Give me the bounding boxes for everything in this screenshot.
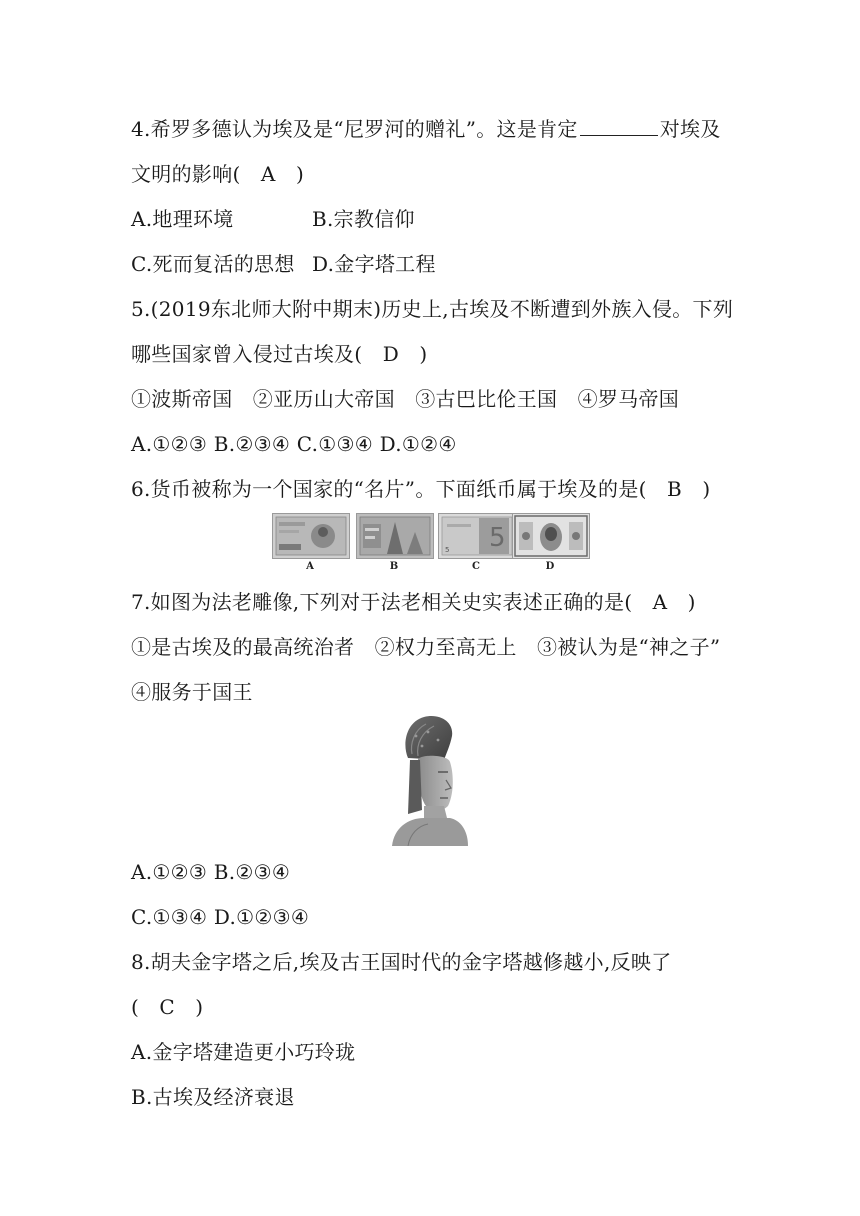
q7-line1: 7.如图为法老雕像,下列对于法老相关史实表述正确的是( A )	[131, 590, 696, 614]
q5-line1: 5.(2019东北师大附中期末)历史上,古埃及不断遭到外族入侵。下列	[131, 297, 734, 321]
banknote-label-c: C	[472, 561, 480, 572]
q8-line1: 8.胡夫金字塔之后,埃及古王国时代的金字塔越修越小,反映了	[131, 950, 672, 974]
svg-text:5: 5	[445, 546, 450, 554]
q4-option-d: D.金字塔工程	[312, 252, 436, 276]
q8-line2: ( C )	[131, 995, 204, 1019]
banknote-label-a: A	[306, 561, 314, 572]
q4-line2: 文明的影响( A )	[131, 162, 305, 186]
q4-line1	[131, 115, 721, 143]
q5-options: A.①②③ B.②③④ C.①③④ D.①②④	[131, 432, 457, 456]
svg-text:5: 5	[489, 523, 506, 553]
q7-line3: ④服务于国王	[131, 680, 253, 704]
banknote-figure	[272, 513, 588, 577]
q4-option-a: A.地理环境	[131, 207, 234, 231]
banknote-b	[356, 513, 434, 559]
q4-stem-part2: 对埃及	[659, 117, 721, 141]
q4-stem-part1: 4.希罗多德认为埃及是“尼罗河的赠礼”。这是肯定	[131, 117, 578, 141]
q4-blank	[580, 115, 658, 136]
banknote-a	[272, 513, 350, 559]
q8-option-b: B.古埃及经济衰退	[131, 1085, 295, 1109]
q8-option-a: A.金字塔建造更小巧玲珑	[131, 1040, 356, 1064]
pharaoh-statue-image	[388, 714, 470, 846]
q4-options-row1	[131, 205, 415, 233]
banknote-label-d: D	[545, 561, 555, 572]
q4-option-c: C.死而复活的思想	[131, 252, 295, 276]
q5-line2: 哪些国家曾入侵过古埃及( D )	[131, 342, 428, 366]
q5-items: ①波斯帝国 ②亚历山大帝国 ③古巴比伦王国 ④罗马帝国	[131, 387, 680, 411]
banknote-label-b: B	[389, 561, 399, 572]
q7-options-row1: A.①②③ B.②③④	[131, 860, 291, 884]
banknote-c	[438, 513, 516, 559]
q7-line2: ①是古埃及的最高统治者 ②权力至高无上 ③被认为是“神之子”	[131, 635, 721, 659]
banknote-d	[512, 513, 590, 559]
q7-options-row2: C.①③④ D.①②③④	[131, 905, 310, 929]
q6-line1: 6.货币被称为一个国家的“名片”。下面纸币属于埃及的是( B )	[131, 477, 711, 501]
q4-options-row2	[131, 250, 436, 278]
q4-option-b: B.宗教信仰	[312, 207, 415, 231]
